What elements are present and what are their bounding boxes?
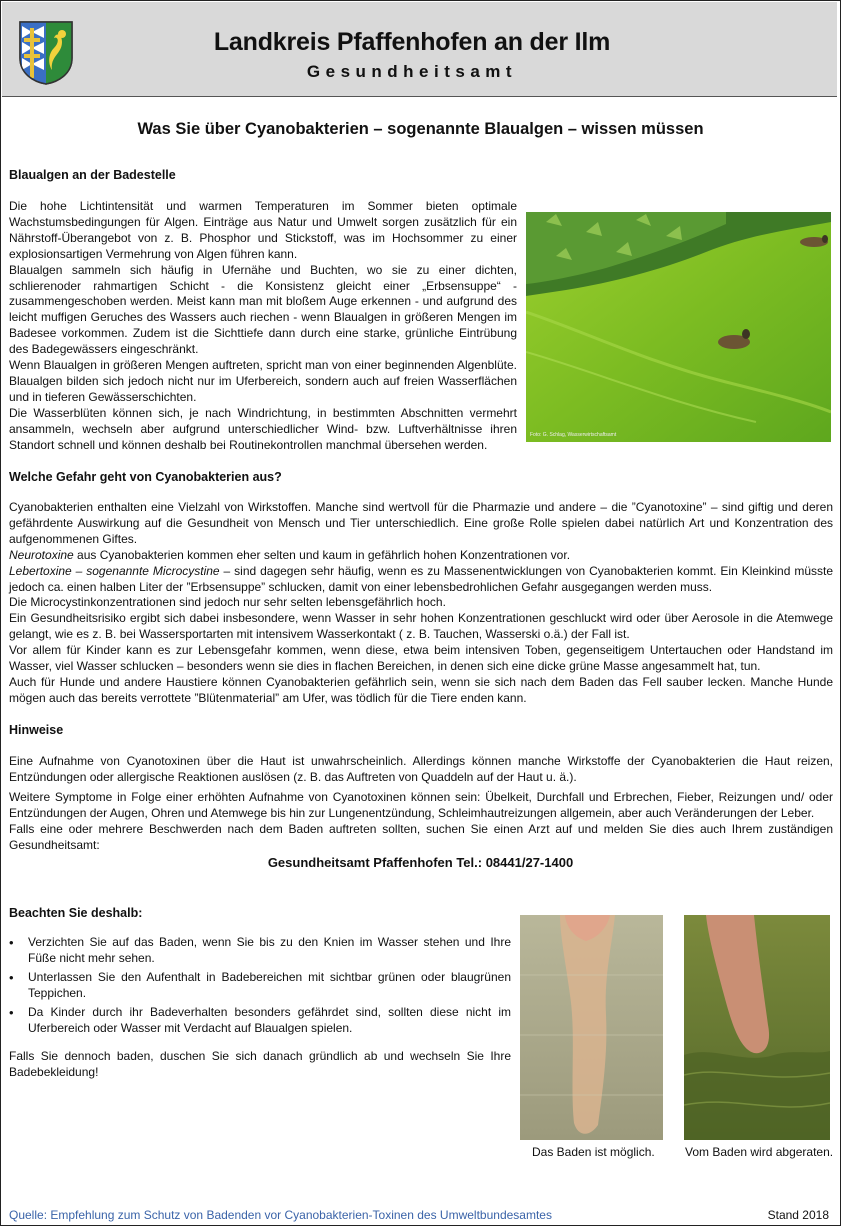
section-bathing-site-text [9,199,517,454]
paragraph: Wenn Blaualgen in größeren Mengen auftreten, spricht man von einer beginnenden Algenblüte. Blaualgen bilden sich jedoch nicht nur im Uferbereich, sondern auch auf freien Wasserflächen und in tieferen Gewässerschichten. [9,358,517,404]
paragraph: Ein Gesundheitsrisiko ergibt sich dabei insbesondere, wenn Wasser in sehr hohen Konzentrationen geschluckt wird oder über Aerosole in die Atemwege gelangt, wie es z. B. bei Wassersportarten mit intensivem Wasserkontakt ( z. B. Tauchen, Wasserski o.ä.) der Fall ist. [9,611,833,642]
page-title: Was Sie über Cyanobakterien – sogenannte Blaualgen – wissen müssen [137,120,704,138]
photo-credit: Foto: G. Schlag, Wasserwirtschaftsamt [530,432,617,438]
paragraph [9,548,833,564]
algae-bloom-photo [526,212,831,442]
section-heading-danger: Welche Gefahr geht von Cyanobakterien aus? [9,470,282,484]
paragraph: Die Microcystinkonzentrationen sind jedoch nur sehr selten lebensgefährlich hoch. [9,595,446,610]
paragraph: Blaualgen sammeln sich häufig in Ufernähe und Buchten, wo sie zu einer dichten, schlierenoder rahmartigen Schicht - die Konsistenz gleicht einer „Erbsensuppe“ - zusammengeschoben werden. Meist kann man mit bloßem Auge erkennen - und aufgrund des leicht muffigen Geruches des Wassers auch riechen - wenn Blaualgen in größeren Mengen im Badesee vorkommen. Zudem ist die Sichttiefe dann durch eine starke, grünliche Eintrübung des Badegewässers eingeschränkt. [9,262,517,357]
health-office-phone: Gesundheitsamt Pfaffenhofen Tel.: 08441/27-1400 [267,855,574,870]
green-water-foot-photo [684,915,830,1140]
section-heading-notes: Hinweise [9,723,64,737]
paragraph: Die hohe Lichtintensität und warmen Temperaturen im Sommer bieten optimale Wachstumsbedingungen für Algen. Einträge aus Natur und Umwelt sorgen zusätzlich für ein Nährstoff-Überangebot von z. B. Phosphor und Stickstoff, was im Hochsommer zu einer explosionsartigen Vermehrung von Algen führen kann. [9,199,517,261]
caption-bathing-discouraged: Vom Baden wird abgeraten. [685,1145,834,1159]
paragraph: Eine Aufnahme von Cyanotoxinen über die Haut ist unwahrscheinlich. Allerdings können manche Wirkstoffe der Cyanobakterien die Haut reizen, Entzündungen oder allergische Reaktionen auslösen (z. B. das Auftreten von Quaddeln auf der Haut u. ä.). [9,754,833,784]
paragraph: Die Wasserblüten können sich, je nach Windrichtung, in bestimmten Abschnitten vermehrt ansammeln, wechseln aber aufgrund unterschiedlicher Wind- bzw. Luftverhältnisse ihren Standort schnell und können deshalb bei Routinekontrollen manchmal übersehen werden. [9,405,517,452]
paragraph [9,564,833,596]
section-danger-text [9,500,833,707]
paragraph: Auch für Hunde und andere Haustiere können Cyanobakterien gefährlich sein, wenn sie sich nach dem Baden das Fell sauber lecken. Manche Hunde mögen auch das bereits verrottete ”Blütenmaterial” am Ufer, was tödlich für die Tiere enden kann. [9,674,833,705]
list-item: • Unterlassen Sie den Aufenthalt in Badebereichen mit sichtbar grünen oder blaugrünen Teppichen. [9,970,511,1002]
revision-date: Stand 2018 [767,1208,829,1222]
list-item: • Da Kinder durch ihr Badeverhalten besonders gefährdet sind, sollten diese nicht im Uferbereich oder Wasser mit Verdacht auf Blaualgen spielen. [9,1005,511,1037]
paragraph-text: – sind dagegen sehr häufig, wenn es zu Massenentwicklungen von Cyanobakterien kommt. Ein Kleinkind müsste jedoch ca. einen halben Liter der ”Erbsensuppe” schlucken, damit von einer lebensbedrohlichen Gefahr ausgegangen werden muss. [9,563,834,594]
paragraph: Cyanobakterien enthalten eine Vielzahl von Wirkstoffen. Manche sind wertvoll für die Pharmazie und andere – die ”Cyanotoxine” – sind giftig und deren gefährdente Auswirkung auf die Gesundheit von Mensch und Tier unterschiedlich. Eine große Rolle spielen dabei natürlich Art und Konzentration des aufgenommenen Giftes. [9,500,833,546]
county-title: Landkreis Pfaffenhofen an der Ilm [213,28,611,56]
clear-water-foot-photo [520,915,663,1140]
paragraph-text: aus Cyanobakterien kommen eher selten und kaum in gefährlich hohen Konzentrationen vor. [73,547,571,562]
paragraph: Weitere Symptome in Folge einer erhöhten Aufnahme von Cyanotoxinen können sein: Übelkeit, Durchfall und Erbrechen, Fieber, Reizungen und/ oder Entzündungen der Augen, Ohren und Atemwege bis hin zur Lungenentzündung, Schleimhautreizungen allgemein, aber auch Veränderungen der Leber. [9,789,833,820]
caption-bathing-possible: Das Baden ist möglich. [532,1145,655,1159]
header-banner [2,2,837,97]
section-heading-bathing-site: Blaualgen an der Badestelle [9,168,176,182]
source-note: Quelle: Empfehlung zum Schutz von Badenden vor Cyanobakterien-Toxinen des Umweltbundesamtes [9,1208,552,1222]
paragraph: Falls Sie dennoch baden, duschen Sie sich danach gründlich ab und wechseln Sie Ihre Badebekleidung! [9,1049,511,1079]
paragraph: Vor allem für Kinder kann es zur Lebensgefahr kommen, wenn diese, etwa beim intensiven Toben, gegenseitigem Untertauchen oder Handstand im Wasser, viel Wasser schlucken – besonders wenn sie dies in flachen Bereichen, in denen sich eine dicke grüne Masse angesammelt hat, tun. [9,643,833,674]
advice-list [9,935,511,1039]
paragraph: Falls eine oder mehrere Beschwerden nach dem Baden auftreten sollten, suchen Sie einen Arzt auf und melden Sie dies auch Ihrem zuständigen Gesundheitsamt: [9,821,833,852]
term-liver-toxins: Lebertoxine – sogenannte Microcystine [9,563,220,578]
county-coat-of-arms-icon [18,20,74,86]
section-notes-text [9,754,833,853]
term-neurotoxins: Neurotoxine [9,547,74,562]
closing-advice [9,1049,511,1081]
list-item: • Verzichten Sie auf das Baden, wenn Sie bis zu den Knien im Wasser stehen und Ihre Füße nicht mehr sehen. [9,935,511,967]
section-heading-please-note: Beachten Sie deshalb: [9,906,143,920]
department-subtitle: Gesundheitsamt [306,62,518,81]
